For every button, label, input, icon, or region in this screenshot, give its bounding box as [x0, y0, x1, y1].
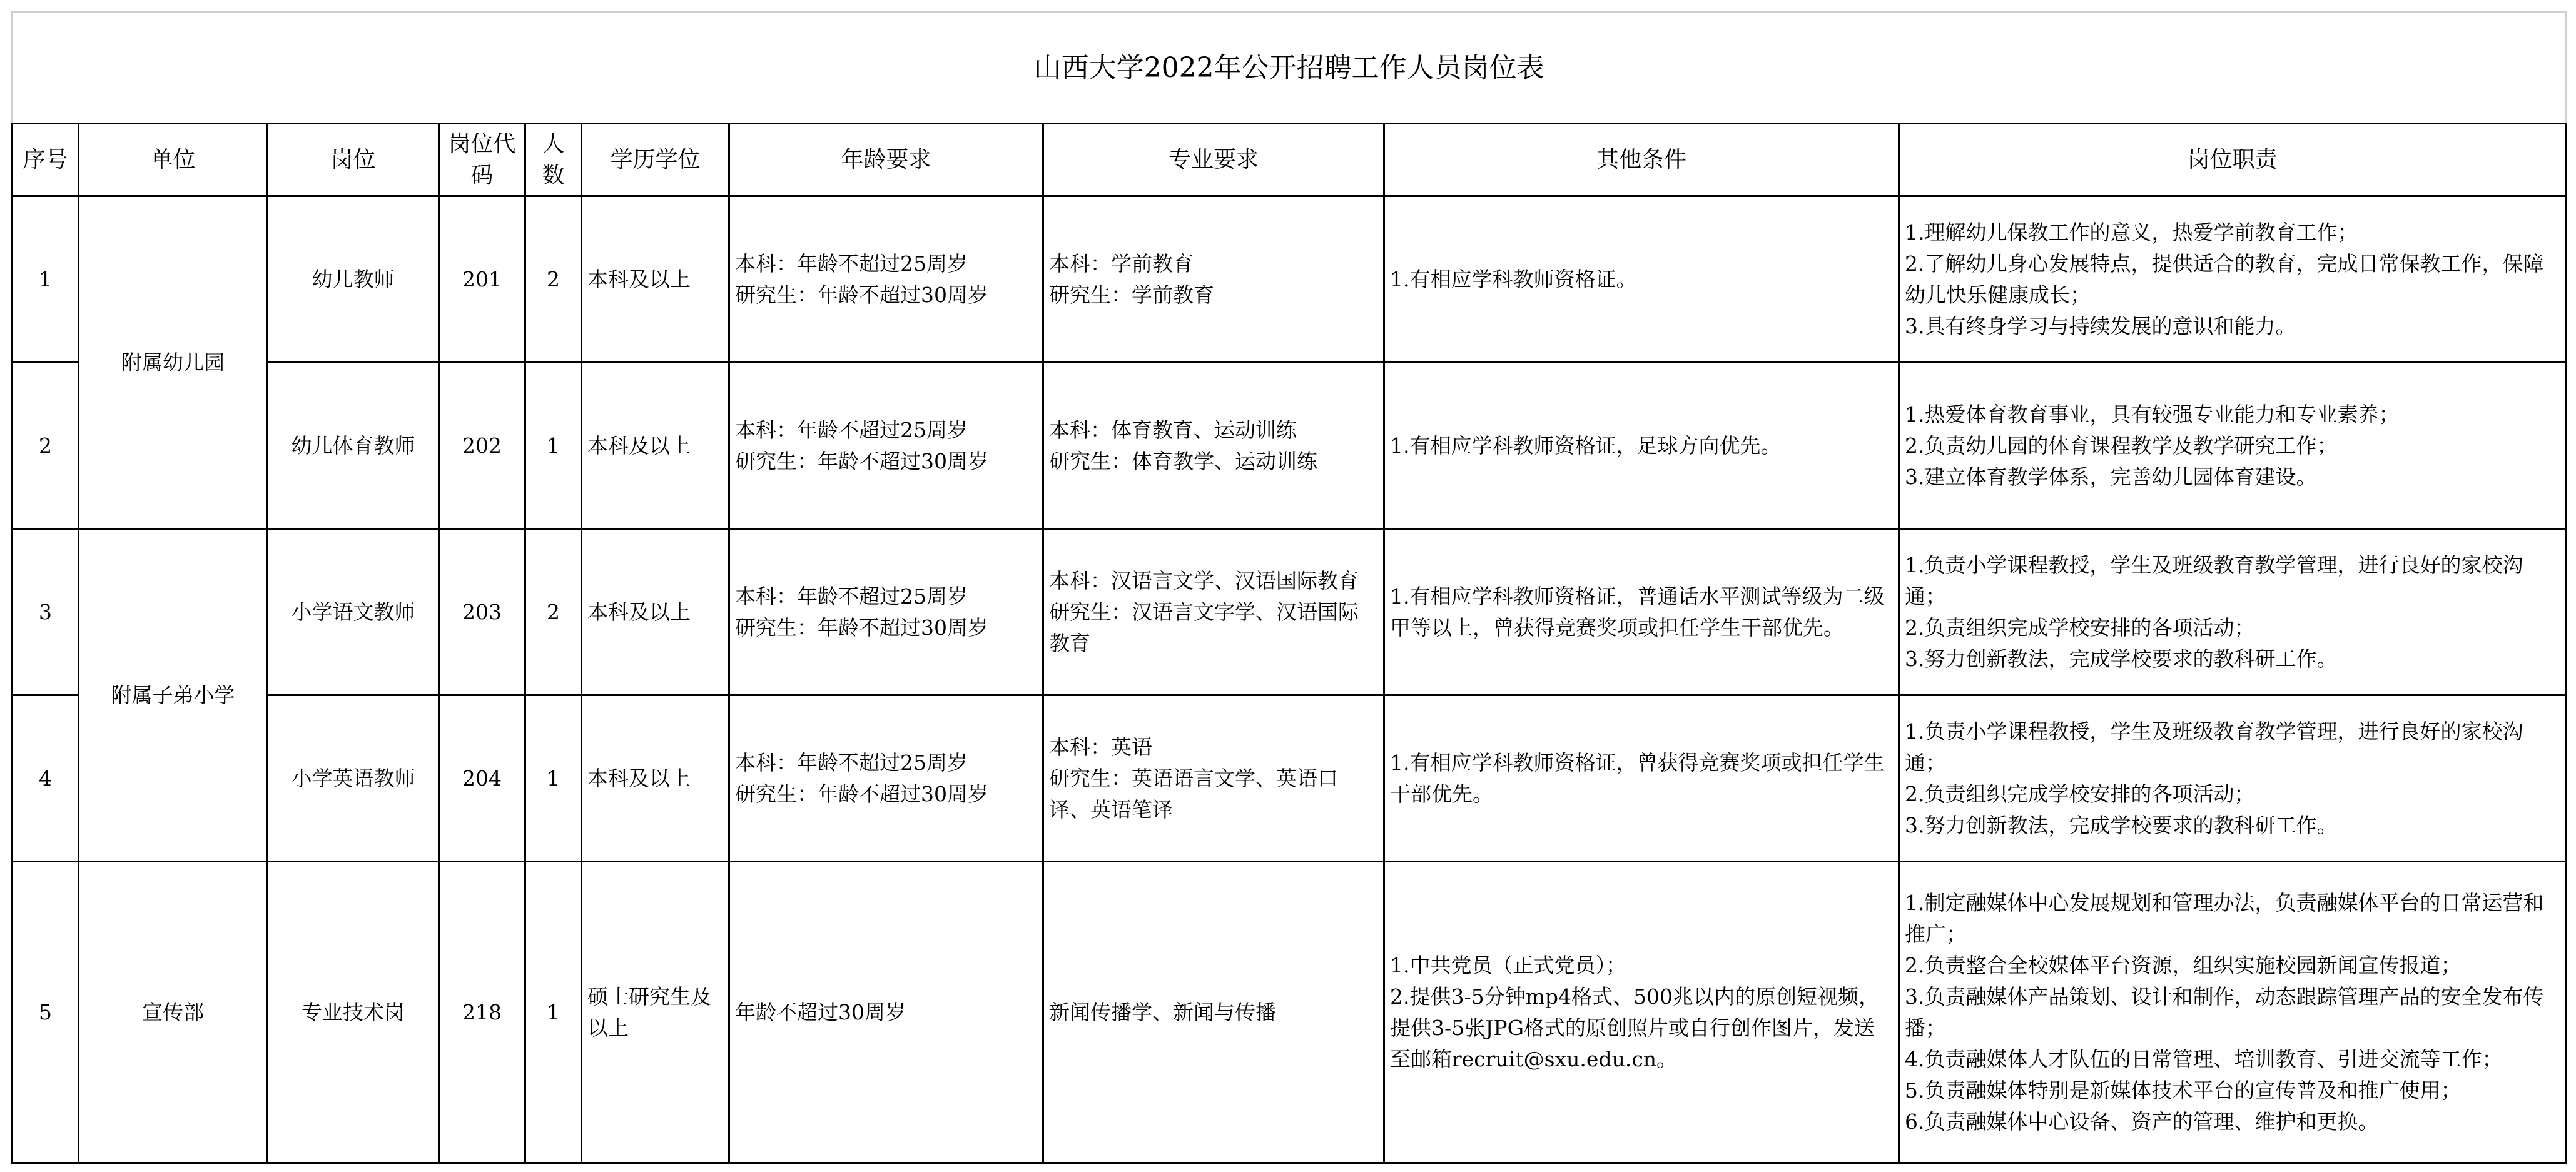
row-seq: 3 — [13, 529, 79, 695]
header-other: 其他条件 — [1384, 124, 1899, 196]
row-unit: 附属子弟小学 — [79, 529, 268, 862]
table-title: 山西大学2022年公开招聘工作人员岗位表 — [13, 13, 2566, 124]
row-other: 1.有相应学科教师资格证，足球方向优先。 — [1384, 363, 1899, 529]
row-other: 1.有相应学科教师资格证。 — [1384, 196, 1899, 363]
row-code: 218 — [439, 862, 525, 1163]
row-position: 幼儿教师 — [268, 196, 439, 363]
table-row — [13, 695, 2566, 862]
row-education: 硕士研究生及以上 — [582, 862, 729, 1163]
row-duties: 1.负责小学课程教授，学生及班级教育教学管理，进行良好的家校沟通； 2.负责组织完成学校安排的各项活动； 3.努力创新教法，完成学校要求的教科研工作。 — [1899, 695, 2566, 862]
row-position: 专业技术岗 — [268, 862, 439, 1163]
row-seq: 2 — [13, 363, 79, 529]
row-major: 本科：英语 研究生：英语语言文学、英语口译、英语笔译 — [1043, 695, 1384, 862]
header-major: 专业要求 — [1043, 124, 1384, 196]
table-row — [13, 529, 2566, 695]
row-age: 本科：年龄不超过25周岁 研究生：年龄不超过30周岁 — [729, 363, 1043, 529]
row-position: 小学英语教师 — [268, 695, 439, 862]
row-other: 1.中共党员（正式党员）； 2.提供3-5分钟mp4格式、500兆以内的原创短视频，提供3-5张JPG格式的原创照片或自行创作图片，发送至邮箱recruit@sxu.edu.cn。 — [1384, 862, 1899, 1163]
row-seq: 5 — [13, 862, 79, 1163]
header-duties: 岗位职责 — [1899, 124, 2566, 196]
row-education: 本科及以上 — [582, 196, 729, 363]
row-code: 202 — [439, 363, 525, 529]
row-count: 2 — [525, 529, 582, 695]
title-row — [13, 13, 2566, 124]
row-major: 本科：学前教育 研究生：学前教育 — [1043, 196, 1384, 363]
header-code: 岗位代码 — [439, 124, 525, 196]
row-age: 本科：年龄不超过25周岁 研究生：年龄不超过30周岁 — [729, 196, 1043, 363]
row-major: 新闻传播学、新闻与传播 — [1043, 862, 1384, 1163]
row-major: 本科：汉语言文学、汉语国际教育 研究生：汉语言文字学、汉语国际教育 — [1043, 529, 1384, 695]
header-row — [13, 124, 2566, 196]
row-count: 1 — [525, 862, 582, 1163]
row-count: 1 — [525, 363, 582, 529]
row-other: 1.有相应学科教师资格证，普通话水平测试等级为二级甲等以上，曾获得竞赛奖项或担任学生干部优先。 — [1384, 529, 1899, 695]
row-education: 本科及以上 — [582, 363, 729, 529]
header-seq: 序号 — [13, 124, 79, 196]
header-unit: 单位 — [79, 124, 268, 196]
row-position: 小学语文教师 — [268, 529, 439, 695]
row-duties: 1.理解幼儿保教工作的意义，热爱学前教育工作； 2.了解幼儿身心发展特点，提供适合的教育，完成日常保教工作，保障幼儿快乐健康成长； 3.具有终身学习与持续发展的意识和能力。 — [1899, 196, 2566, 363]
row-other: 1.有相应学科教师资格证，曾获得竞赛奖项或担任学生干部优先。 — [1384, 695, 1899, 862]
row-age: 本科：年龄不超过25周岁 研究生：年龄不超过30周岁 — [729, 529, 1043, 695]
table-row — [13, 363, 2566, 529]
row-unit: 宣传部 — [79, 862, 268, 1163]
table-row — [13, 862, 2566, 1163]
row-duties: 1.热爱体育教育事业，具有较强专业能力和专业素养； 2.负责幼儿园的体育课程教学及教学研究工作； 3.建立体育教学体系，完善幼儿园体育建设。 — [1899, 363, 2566, 529]
row-code: 201 — [439, 196, 525, 363]
header-education: 学历学位 — [582, 124, 729, 196]
row-major: 本科：体育教育、运动训练 研究生：体育教学、运动训练 — [1043, 363, 1384, 529]
row-age: 年龄不超过30周岁 — [729, 862, 1043, 1163]
row-count: 1 — [525, 695, 582, 862]
row-duties: 1.制定融媒体中心发展规划和管理办法，负责融媒体平台的日常运营和推广； 2.负责整合全校媒体平台资源，组织实施校园新闻宣传报道； 3.负责融媒体产品策划、设计和制作，动态跟踪管理产品的安全发布传播； 4.负责融媒体人才队伍的日常管理、培训教育、引进交流等工作； 5.负责融媒体特别是新媒体技术平台的宣传普及和推广使用； 6.负责融媒体中心设备、资产的管理、维护和更换。 — [1899, 862, 2566, 1163]
recruitment-table — [11, 11, 2567, 1164]
row-unit: 附属幼儿园 — [79, 196, 268, 529]
row-seq: 4 — [13, 695, 79, 862]
row-code: 203 — [439, 529, 525, 695]
header-position: 岗位 — [268, 124, 439, 196]
header-count: 人数 — [525, 124, 582, 196]
row-education: 本科及以上 — [582, 529, 729, 695]
row-education: 本科及以上 — [582, 695, 729, 862]
row-age: 本科：年龄不超过25周岁 研究生：年龄不超过30周岁 — [729, 695, 1043, 862]
row-code: 204 — [439, 695, 525, 862]
row-seq: 1 — [13, 196, 79, 363]
row-position: 幼儿体育教师 — [268, 363, 439, 529]
row-duties: 1.负责小学课程教授，学生及班级教育教学管理，进行良好的家校沟通； 2.负责组织完成学校安排的各项活动； 3.努力创新教法，完成学校要求的教科研工作。 — [1899, 529, 2566, 695]
header-age: 年龄要求 — [729, 124, 1043, 196]
row-count: 2 — [525, 196, 582, 363]
table-row — [13, 196, 2566, 363]
